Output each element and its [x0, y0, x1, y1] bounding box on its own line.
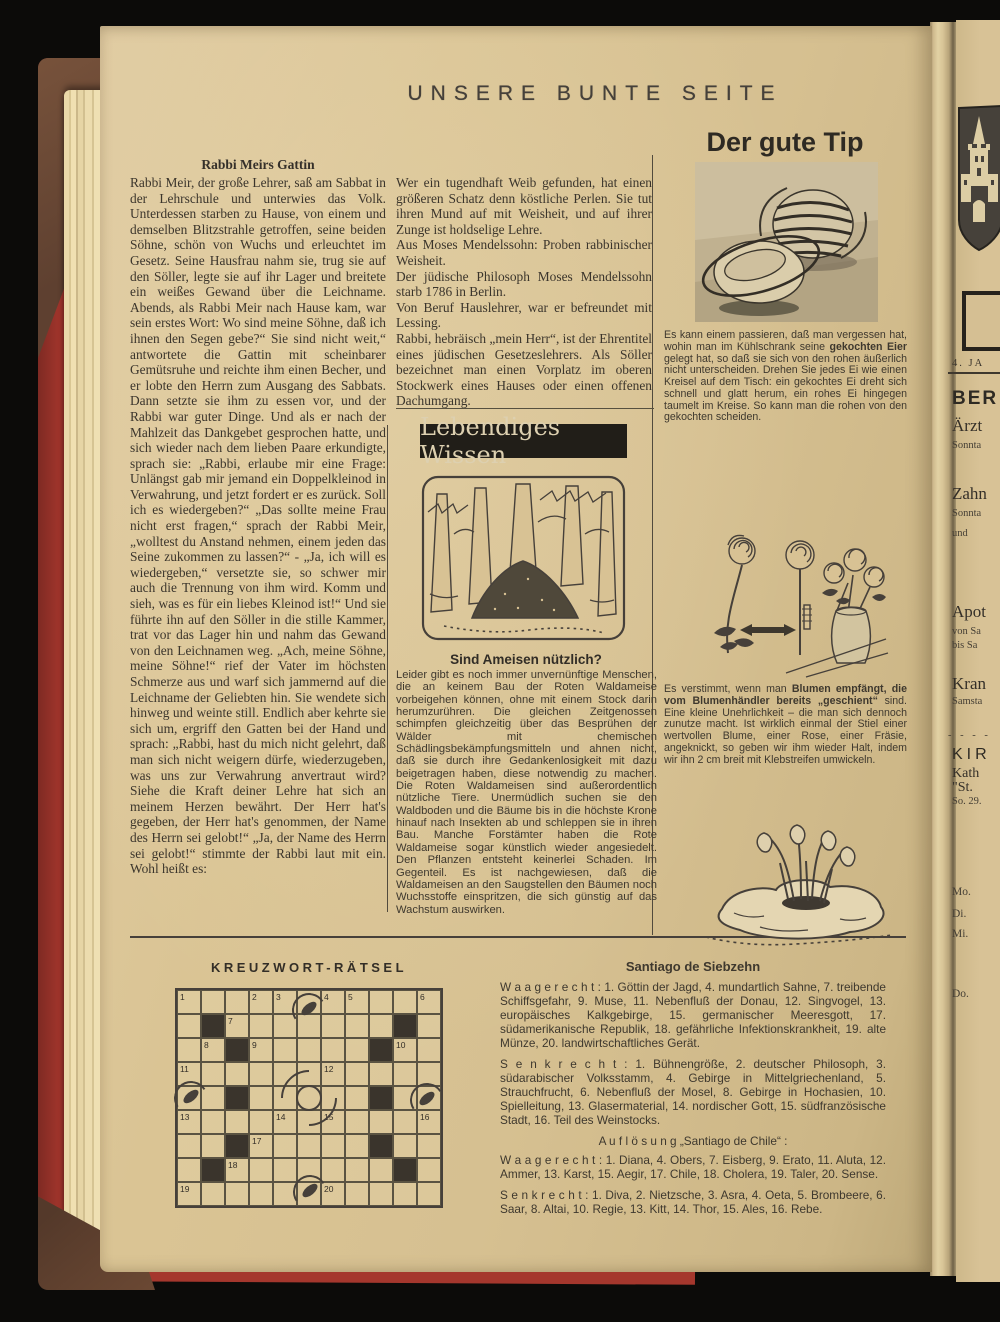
crossword-cell: [393, 990, 417, 1014]
volume-line: 4. JA: [952, 358, 985, 369]
crossword-cell: [273, 1038, 297, 1062]
crossword-cell: [417, 990, 441, 1014]
crossword-cell: [345, 990, 369, 1014]
crossword-cell: [201, 990, 225, 1014]
crossword-cell: [393, 1014, 417, 1038]
crossword-cell-number: 8: [204, 1040, 209, 1050]
crossword-cell: [393, 1158, 417, 1182]
newspaper-page: [100, 26, 932, 1272]
adjacent-so: So. 29.: [952, 796, 982, 807]
adjacent-page-box: [962, 291, 1000, 351]
solution-down: [500, 1188, 886, 1216]
city-coat-of-arms: [956, 104, 1000, 257]
crossword-cell: [225, 1134, 249, 1158]
crossword-cell: [369, 1014, 393, 1038]
crossword-cell: [201, 1014, 225, 1038]
crossword-cell: [249, 990, 273, 1014]
crossword-cell-number: 16: [420, 1112, 430, 1122]
article-title-rabbi: Rabbi Meirs Gattin: [201, 157, 315, 172]
clues-down-text: 1. Bühnengröße, 2. deutscher Philosoph, 3. südarabischer Volksstamm, 4. Gebirge in Mittelgriechenland, 5. Strauchfrucht, 6. Nebenfluß der Mosel, 8. Gebirge in Hochasien, 10. Spielleitung, 13. Glasermaterial, 14. nordischer Gott, 15. südfranzösische Stadt, 16. Teil des Weinstocks.: [500, 1057, 887, 1127]
crossword-cell: [177, 1014, 201, 1038]
crossword-cell: [249, 1110, 273, 1134]
crossword-ornament-leaf: [289, 990, 329, 1030]
crossword-cell: [417, 1182, 441, 1206]
crossword-cell-number: 12: [324, 1064, 334, 1074]
crossword-cell: [345, 1182, 369, 1206]
feature-box-title: [420, 413, 627, 469]
crossword-ornament-leaf: [290, 1172, 330, 1212]
crossword-puzzle-title: Santiago de Siebzehn: [625, 959, 761, 974]
crossword-cell: [321, 1038, 345, 1062]
crossword-cell: [369, 1134, 393, 1158]
adjacent-von-sa: von Sa: [952, 626, 981, 637]
crossword-ornament-ring: [296, 1085, 322, 1111]
feature-box-title-text: Lebendiges Wissen: [420, 413, 561, 469]
crossword-cell: [249, 1158, 273, 1182]
crossword-cell-number: 20: [324, 1184, 334, 1194]
crossword-cell: [225, 990, 249, 1014]
crossword-cell-number: 19: [180, 1184, 190, 1194]
spinning-eggs-photo: [695, 162, 878, 327]
adjacent-heading: BER: [952, 388, 999, 409]
paragraph: Aus Moses Mendelssohn: Proben rabbinischer Weisheit.: [396, 237, 652, 268]
crossword-cell: [225, 1182, 249, 1206]
solution-across-text: 1. Diana, 4. Obers, 7. Eisberg, 9. Erato, 11. Aluta, 12. Ammer, 13. Karst, 15. Aegir, 17. Chile, 18. Cholera, 19. Taler, 20. Sense.: [500, 1153, 886, 1181]
forest-anthill-illustration: [420, 474, 627, 647]
crossword-cell-number: 5: [348, 992, 353, 1002]
crossword-cell: [249, 1182, 273, 1206]
article-body-rabbi: Rabbi Meir, der große Lehrer, saß am Sabbat in der Lehrschule und unterwies das Volk. Unterdessen starben zu Hause, von einem und demselben Blitzstrahle getroffen, seine beiden Söhne, schön von Wuchs und erleuchtet im Gesetz. Seine Hausfrau nahm sie, trug sie auf den Söller, legte sie auf ihr Lager und breitete ein weißes Gewand über die Leichname. Abends, als Rabbi Meir nach Hause kam, war sein erstes Wort: Wo sind meine Söhne, daß ich ihnen den Segen gebe?“ Sie sind nicht weit,“ antwortete die Gattin mit scheinbarer Gemütsruhe und reichte ihm einen Becher, und er lobte den Herrn zum Ausgang des Sabbats. Dann setzte sie ihm zu essen vor, und der Rabbi war guter Dinge. Und als er nach der Mahlzeit das Dankgebet gesprochen hatte, und sich wieder nach dem lieben Paare erkundigte, sprach sie: „Rabbi, erlaube mir eine Frage: Unlängst gab mir jemand ein Doppelkleinod in Verwahrung, und jetzt fordert er es zurück. Soll ich es wiedergeben?“ „Das sollte meine Frau nicht erst fragen,“ sprach der Rabbi Meir, „wolltest du Anstand nehmen, einem jeden das Seine zukommen zu lassen?“ - „Ja, ich will es wiedergeben,“ versetzte sie, so schwer mir auch die Trennung von ihm wird. Komm und sieh, was es für ein liebes Kleinod ist!“ Und sie führte ihn auf den Söller in die stille Kammer, trat vor das Lager hin und nahm das Gewand von den Leichnamen weg. „Ach, meine Söhne, meine Söhne!“ rief der Vater im höchsten Schmerze aus und warf sich jammernd auf die Leichname der Geliebten hin. Sie wendete sich hinweg und weinte still. Endlich aber kehrte sie sich um, ergriff den Gatten bei der Hand und sprach: „Rabbi, hast du mich nicht gelehrt, daß man sich nicht weigern dürfe, wiederzugeben, was uns zur Verwahrung anvertraut wird? Siehe die Kraft deiner Lehre hat sich an meinem Herzen bewährt. Der Herr hat's gegeben, der Herr hat's genommen, der Name des Herrn sei gelobt!“ „Ja, der Name des Herrn sei gelobt!“ stimmte der Rabbi laut mit ein. Wohl heißt es:: [130, 175, 386, 877]
crossword-cell: [369, 1110, 393, 1134]
paragraph: Von Beruf Hauslehrer, war er befreundet mit Lessing.: [396, 299, 652, 331]
clues-down-label: S e n k r e c h t :: [500, 1057, 628, 1071]
crossword-cell: [249, 1062, 273, 1086]
crossword-ornament-leaf: [407, 1080, 447, 1120]
adjacent-und: und: [952, 528, 968, 539]
article-title-ants: Sind Ameisen nützlich?: [450, 652, 602, 667]
rose-splint-illustration: [690, 513, 890, 685]
crossword-cell-number: 13: [180, 1112, 190, 1122]
solution-across-label: W a a g e r e c h t :: [500, 1153, 603, 1167]
crossword-cell-number: 7: [228, 1016, 233, 1026]
crossword-cell: [177, 1038, 201, 1062]
adjacent-st: "St.: [952, 780, 973, 795]
paragraph: Wer ein tugendhaft Weib gefunden, hat einen größeren Schatz denn köstliche Perlen. Sie tut ihren Mund auf mit Weisheit, und auf ihrer Zunge ist holdselige Lehre.: [396, 175, 652, 237]
crossword-cell: [177, 1158, 201, 1182]
text-run: sind. Eine kleine Unehrlichkeit – die man sich dennoch zunutze macht. Ist wirklich einmal der Stiel einer wertvollen Blume, einer Rose, einer Fräsie, angeknickt, so geben wir ihm wieder Halt, indem wir ihn 2 cm breit mit Klebstreifen umwickeln.: [664, 694, 907, 766]
crossword-cell: [225, 1014, 249, 1038]
text-run: Es verstimmt, wenn man: [664, 683, 792, 695]
crossword-cell: [345, 1014, 369, 1038]
article-body-ants: Leider gibt es noch immer unvernünftige Menschen, die an keinem Bau der Roten Waldameise vorbeigehen können, ohne mit einem Stock darin herumzurühren. Die gleichen Zeitgenossen schimpfen gleichzeitig über das Besprühen der Wälder mit chemischen Schädlingsbekämpfungsmitteln und ahnen nicht, daß sie durch ihre Gedankenlosigkeit mit dazu beigetragen haben, diese notwendig zu machen. Die Roten Waldameisen sind außerordentlich nützliche Tiere. Unermüdlich suchen sie den Waldboden und die Bäume bis in die höchste Krone hinauf nach Insekten ab und schleppen sie in ihren Bau. Manche Forstämter haben die Rote Waldameise sogar künstlich wieder angesiedelt. Den Pflanzen entsteht keinerlei Schaden. Im Gegenteil. Es ist nachgewiesen, daß die Waldameisen an den Saugstellen den Bäumen noch Wuchsstoffe einspritzen, die sich günstig auf das Wachstum auswirken.: [396, 669, 657, 916]
crossword-cell: [225, 1110, 249, 1134]
solution-down-label: S e n k r e c h t :: [500, 1188, 589, 1202]
adjacent-arzt: Ärzt: [952, 416, 983, 435]
crossword-cell-number: 10: [396, 1040, 406, 1050]
crossword-cell-number: 2: [252, 992, 257, 1002]
crossword-cell: [369, 1182, 393, 1206]
crossword-cell-number: 9: [252, 1040, 257, 1050]
crossword-cell: [177, 1134, 201, 1158]
adjacent-katholisch: Kath: [952, 766, 980, 781]
article-title-tip: Der gute Tip: [706, 127, 864, 157]
paragraph: Der jüdische Philosoph Moses Mendelssohn starb 1786 in Berlin.: [396, 268, 652, 300]
adjacent-dashes: - - - -: [948, 730, 991, 741]
crossword-cell-number: 4: [324, 992, 329, 1002]
crossword-cell: [369, 1158, 393, 1182]
adjacent-kranken: Kran: [952, 674, 986, 693]
crossword-grid: [175, 988, 443, 1208]
crossword-cell: [249, 1014, 273, 1038]
crossword-cell: [345, 1110, 369, 1134]
clues-across-label: W a a g e r e c h t :: [500, 980, 601, 994]
adjacent-samstag: Samsta: [952, 696, 983, 707]
adjacent-mi: Mi.: [952, 928, 969, 940]
crossword-ornament-leaf: [171, 1078, 211, 1118]
crossword-cell: [201, 1182, 225, 1206]
crossword-cell: [249, 1086, 273, 1110]
crossword-cell: [417, 1158, 441, 1182]
adjacent-apotheke: Apot: [952, 602, 986, 621]
adjacent-bis-sa: bis Sa: [952, 640, 978, 651]
text-run: Es kann einem passieren, daß man vergessen hat, wohin man im Kühlschrank seine: [664, 329, 907, 353]
crossword-cell: [345, 1086, 369, 1110]
clues-across: [500, 980, 886, 1050]
crossword-cell: [249, 1038, 273, 1062]
adjacent-kirchen: KIR: [952, 746, 991, 763]
adjacent-page: [948, 20, 1000, 1282]
crossword-cell: [225, 1086, 249, 1110]
crossword-cell: [225, 1158, 249, 1182]
crossword-cell: [297, 1038, 321, 1062]
crossword-cell: [177, 990, 201, 1014]
crossword-cell: [345, 1134, 369, 1158]
crossword-cell-number: 6: [420, 992, 425, 1002]
crossword-cell: [393, 1134, 417, 1158]
crossword-cell-number: 1: [180, 992, 185, 1002]
crossword-cell: [177, 1182, 201, 1206]
solution-heading: A u f l ö s u n g „Santiago de Chile“ :: [598, 1134, 788, 1148]
crossword-cell: [345, 1038, 369, 1062]
crossword-cell: [417, 1134, 441, 1158]
crossword-cell: [225, 1038, 249, 1062]
crossword-cell: [249, 1134, 273, 1158]
crossword-cell: [321, 1134, 345, 1158]
crossword-section-title: KREUZWORT-RÄTSEL: [210, 960, 408, 975]
crossword-cell: [393, 1182, 417, 1206]
solution-down-text: 1. Diva, 2. Nietzsche, 3. Asra, 4. Oeta, 5. Brombeere, 6. Saar, 8. Altai, 10. Regie, 13. Kitt, 14. Thor, 15. Ales, 16. Rebe.: [500, 1188, 886, 1216]
clues-across-text: 1. Göttin der Jagd, 4. mundartlich Sahne, 7. treibende Schiffsgefahr, 9. Muse, 11. Nebenfluß der Donau, 12. Singvogel, 13. europäisches Kalkgebirge, 15. germanischer Meeresgott, 17. südamerikanische Republik, 18. gefährliche Infektionskrankheit, 19. alte Münze, 20. landwirtschaftliches Gerät.: [500, 980, 886, 1050]
crossword-cell-number: 18: [228, 1160, 238, 1170]
page-title: UNSERE BUNTE SEITE: [407, 82, 783, 105]
adjacent-mo: Mo.: [952, 886, 971, 898]
crossword-cell: [201, 1134, 225, 1158]
crossword-cell: [201, 1158, 225, 1182]
crossword-clues: [500, 960, 886, 1223]
crossword-cell-number: 15: [324, 1112, 334, 1122]
crossword-cell: [369, 1062, 393, 1086]
crossword-cell-number: 17: [252, 1136, 262, 1146]
adjacent-sonntag1: Sonnta: [952, 440, 982, 451]
adjacent-sonntag2: Sonnta: [952, 508, 982, 519]
bold-text-run: Blumen empfängt, die vom Blumenhändler bereits „geschient“: [664, 683, 908, 707]
crossword-cell: [417, 1014, 441, 1038]
snowdrops-in-snow-illustration: [700, 791, 900, 953]
crossword-cell-number: 14: [276, 1112, 286, 1122]
crossword-cell: [345, 1158, 369, 1182]
article-body-mendelssohn: [396, 175, 652, 409]
clues-down: [500, 1057, 886, 1127]
crossword-cell: [297, 1134, 321, 1158]
article-body-flower-tip: [664, 684, 907, 766]
crossword-cell: [273, 1134, 297, 1158]
crossword-cell: [417, 1038, 441, 1062]
adjacent-do: Do.: [952, 988, 969, 1000]
adjacent-zahn: Zahn: [952, 484, 987, 503]
paragraph: Rabbi, hebräisch „mein Herr“, ist der Ehrentitel eines jüdischen Gesetzeslehrers. Als Söller bezeichnet man einen Vorplatz im oberen Stockwerk eines Hauses oder einen offenen Dachumgang.: [396, 330, 652, 409]
crossword-cell: [369, 1038, 393, 1062]
crossword-cell-number: 3: [276, 992, 281, 1002]
text-run: gelegt hat, so daß sie sich von den rohen äußerlich nicht unterscheiden. Drehen Sie jedes Ei wie einen Kreisel auf dem Tisch: ein gekochtes Ei dreht sich schnell und glatt herum, ein rohes Ei hingegen taumelt im Kreise. So kann man die rohen von den gekochten scheiden.: [664, 352, 907, 424]
bold-text-run: gekochten Eier: [829, 340, 907, 353]
crossword-cell: [345, 1062, 369, 1086]
crossword-cell: [369, 990, 393, 1014]
adjacent-di: Di.: [952, 908, 967, 920]
solution-across: [500, 1153, 886, 1181]
crossword-cell: [369, 1086, 393, 1110]
rule: [948, 372, 1000, 374]
crossword-cell: [393, 1038, 417, 1062]
crossword-cell-number: 11: [180, 1064, 189, 1074]
crossword-cell: [201, 1038, 225, 1062]
article-body-egg-tip: [664, 330, 907, 424]
crossword-cell: [225, 1062, 249, 1086]
column-divider-left: [387, 425, 388, 912]
